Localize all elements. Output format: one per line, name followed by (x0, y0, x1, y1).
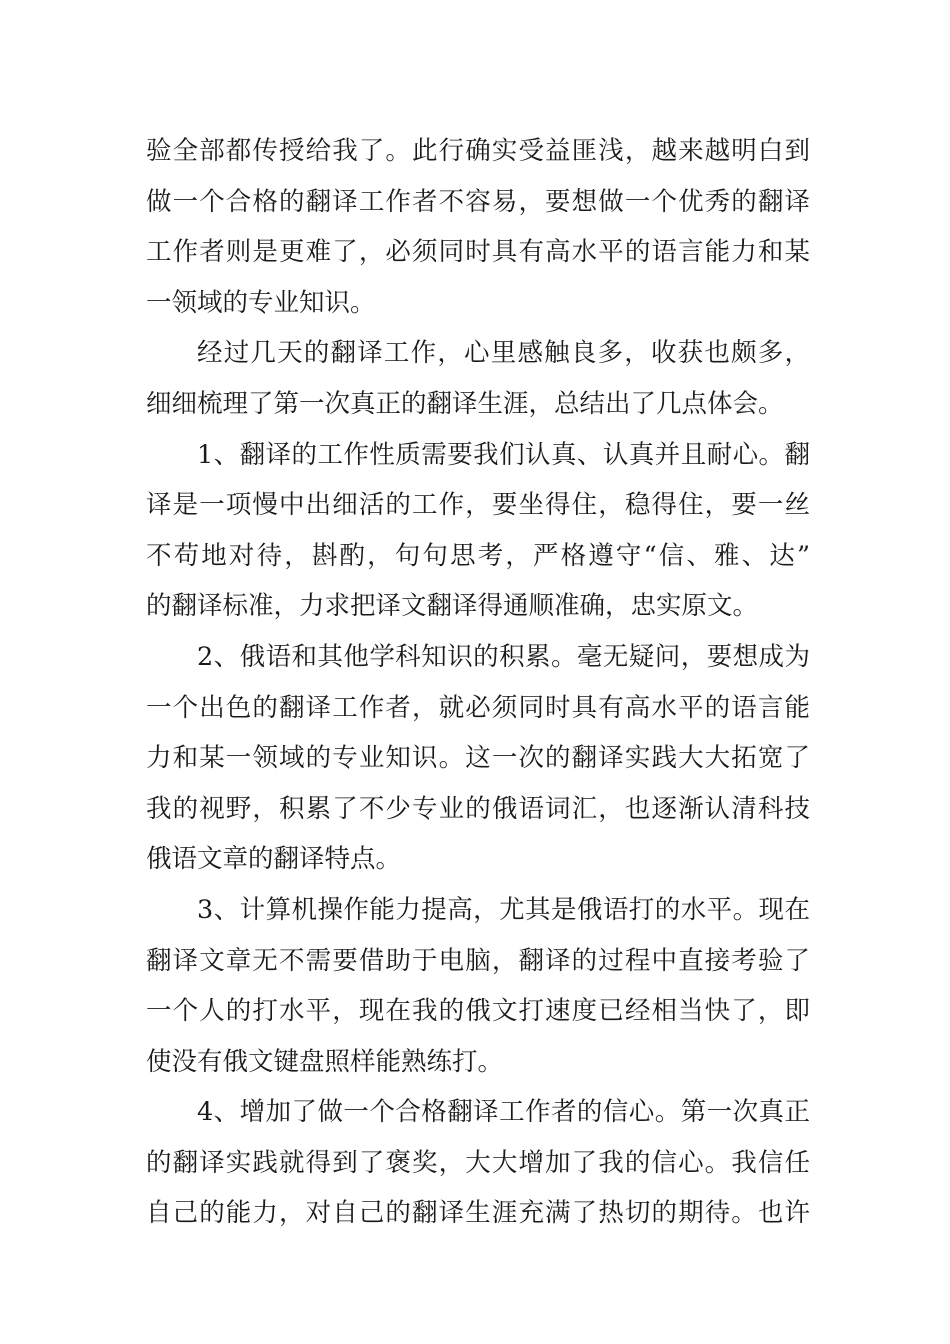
text-line: 我的视野，积累了不少专业的俄语词汇，也逐渐认清科技 (146, 793, 810, 824)
text-line: 自己的能力，对自己的翻译生涯充满了热切的期待。也许 (146, 1198, 810, 1229)
text-line: 细细梳理了第一次真正的翻译生涯，总结出了几点体会。 (146, 388, 784, 419)
text-line: 工作者则是更难了，必须同时具有高水平的语言能力和某 (146, 237, 810, 268)
text-line: 翻译文章无不需要借助于电脑，翻译的过程中直接考验了 (146, 945, 810, 976)
text-line: 一个出色的翻译工作者，就必须同时具有高水平的语言能 (146, 692, 810, 723)
text-line: 2、俄语和其他学科知识的积累。毫无疑问，要想成为 (197, 641, 810, 672)
document-body (146, 126, 810, 1239)
text-line: 3、计算机操作能力提高，尤其是俄语打的水平。现在 (197, 894, 810, 925)
text-line: 1、翻译的工作性质需要我们认真、认真并且耐心。翻 (197, 439, 810, 470)
text-line: 一个人的打水平，现在我的俄文打速度已经相当快了，即 (146, 996, 810, 1027)
text-line: 一领域的专业知识。 (146, 287, 376, 318)
text-line: 做一个合格的翻译工作者不容易，要想做一个优秀的翻译 (146, 186, 810, 217)
text-line: 的翻译实践就得到了褒奖，大大增加了我的信心。我信任 (146, 1147, 810, 1178)
text-line: 使没有俄文键盘照样能熟练打。 (146, 1046, 504, 1077)
text-line: 经过几天的翻译工作，心里感触良多，收获也颇多， (197, 338, 810, 369)
text-line: 译是一项慢中出细活的工作，要坐得住，稳得住，要一丝 (146, 490, 810, 521)
text-line: 4、增加了做一个合格翻译工作者的信心。第一次真正 (197, 1097, 810, 1128)
text-line: 不苟地对待，斟酌，句句思考，严格遵守“信、雅、达” (146, 540, 810, 571)
text-line: 的翻译标准，力求把译文翻译得通顺准确，忠实原文。 (146, 591, 759, 622)
text-line: 力和某一领域的专业知识。这一次的翻译实践大大拓宽了 (146, 743, 810, 774)
text-line: 验全部都传授给我了。此行确实受益匪浅，越来越明白到 (146, 136, 810, 166)
text-line: 俄语文章的翻译特点。 (146, 844, 402, 875)
